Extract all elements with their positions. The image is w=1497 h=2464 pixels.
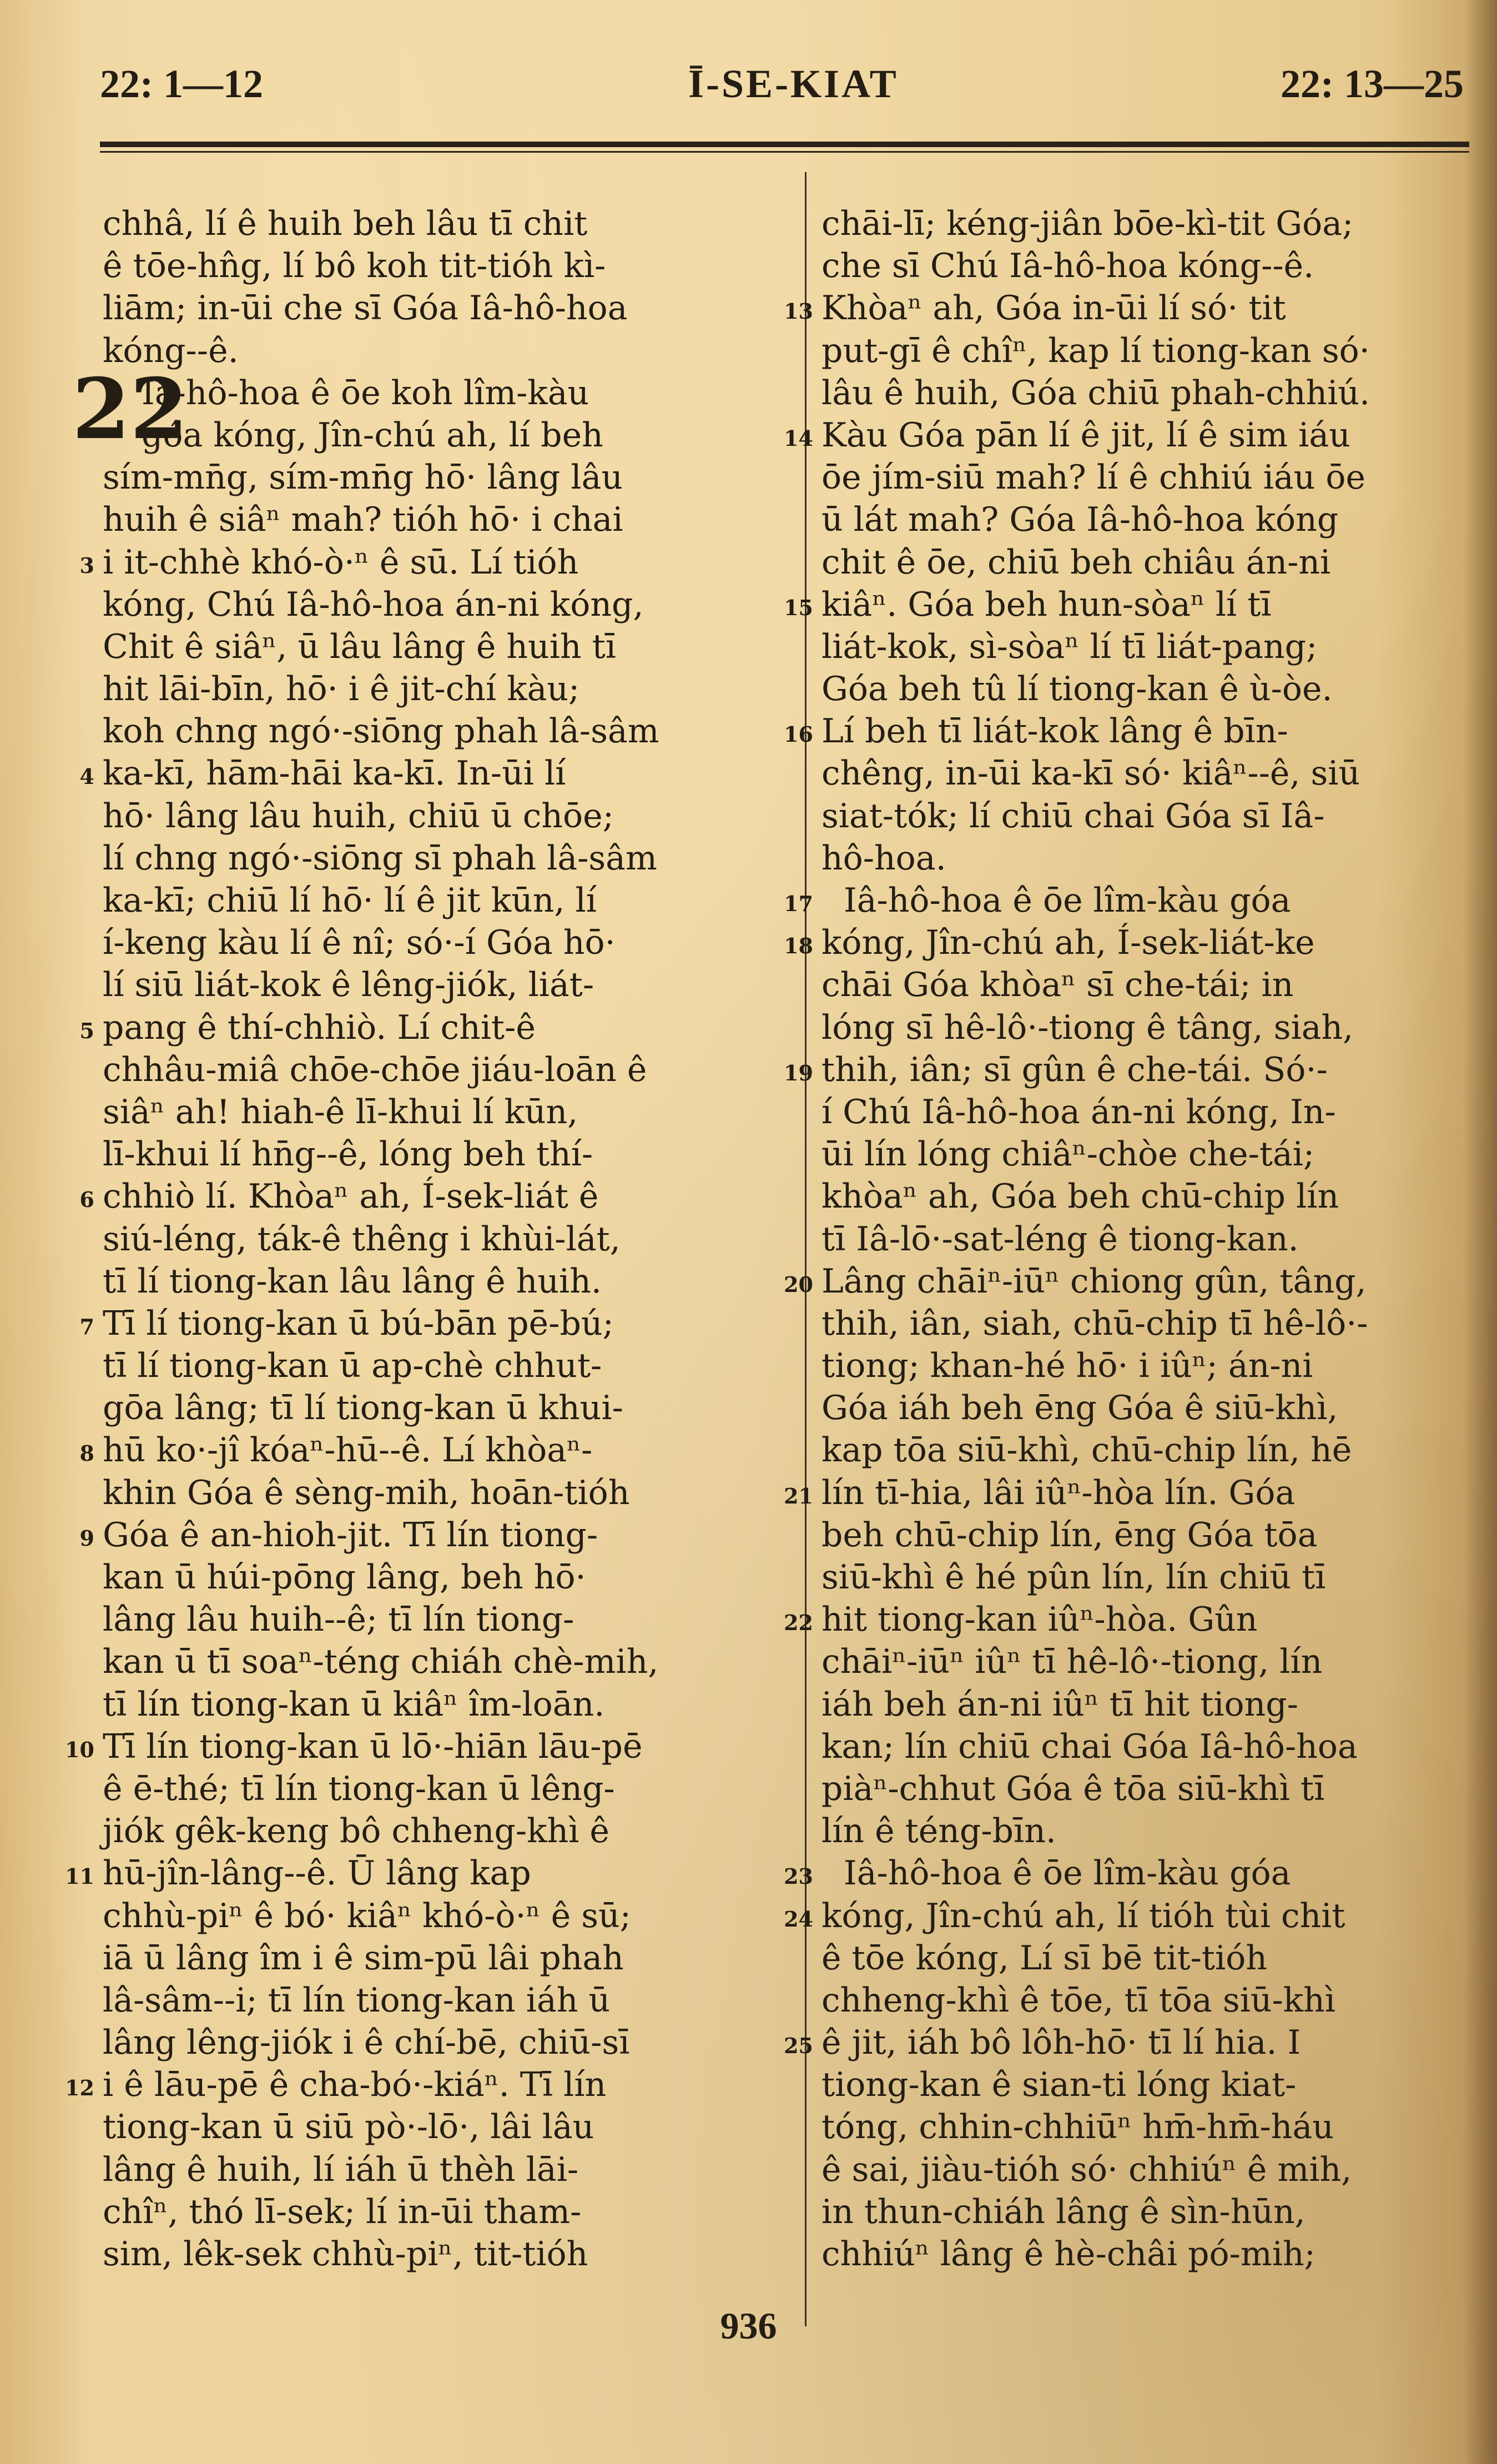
verse-number: 11: [65, 1864, 94, 1889]
text-line: [103, 1895, 791, 1937]
verse-number: 25: [784, 2033, 813, 2059]
text-line: [79, 1429, 791, 1471]
verse-number: 8: [79, 1441, 94, 1466]
text-line: [103, 2233, 791, 2275]
text-line: [79, 541, 791, 584]
header-rule-thick: [100, 142, 1469, 147]
text-line: [79, 1514, 791, 1556]
line-text: chāi-lī; kéng-jiân bōe-kì-tit Góa;: [821, 204, 1354, 243]
line-text: gōa lâng; tī lí tiong-kan ū khui-: [103, 1389, 623, 1428]
text-line: [103, 922, 791, 964]
line-text: chāi Góa khòaⁿ sī che-tái; in: [821, 966, 1294, 1005]
text-line: [103, 626, 791, 668]
line-text: tiong-kan ū siū pò·-lō·, lâi lâu: [103, 2108, 594, 2147]
line-text: liām; in-ūi che sī Góa Iâ-hô-hoa: [103, 289, 628, 328]
line-text: liát-kok, sì-sòaⁿ lí tī liát-pang;: [821, 627, 1318, 666]
text-line: [103, 1683, 791, 1726]
text-line: [821, 1429, 1476, 1471]
line-text: i it-chhè khó-ò·ⁿ ê sū. Lí tióh: [103, 542, 579, 582]
text-line: [821, 1641, 1476, 1683]
text-line: [821, 203, 1476, 245]
line-text: i ê lāu-pē ê cha-bó·-kiáⁿ. Tī lín: [103, 2065, 607, 2105]
text-line: [103, 964, 791, 1006]
text-line: [103, 2149, 791, 2191]
text-line: [821, 2064, 1476, 2106]
line-text: lí chng ngó·-siōng sī phah lâ-sâm: [103, 838, 657, 878]
line-text: tī lín tiong-kan ū kiâⁿ îm-loān.: [103, 1684, 605, 1724]
text-line: [103, 2022, 791, 2064]
line-text: hū ko·-jî kóaⁿ-hū--ê. Lí khòaⁿ-: [103, 1431, 593, 1470]
verse-number: 15: [784, 595, 813, 620]
text-line: [103, 1387, 791, 1429]
line-text: Kàu Góa pān lí ê jit, lí ê sim iáu: [821, 415, 1350, 455]
line-text: chheng-khì ê tōe, tī tōa siū-khì: [821, 1980, 1335, 2020]
text-line: [103, 1937, 791, 1979]
line-text: tiong; khan-hé hō· i iûⁿ; án-ni: [821, 1346, 1313, 1386]
line-text: lín tī-hia, lâi iûⁿ-hòa lín. Góa: [821, 1473, 1296, 1512]
text-line: [103, 499, 791, 541]
header-book-title: Ī-SE-KIAT: [688, 62, 899, 106]
text-line: [79, 1007, 791, 1049]
text-line: [821, 1768, 1476, 1810]
text-line: [103, 584, 791, 626]
text-line: [821, 668, 1476, 710]
text-line: [103, 837, 791, 879]
text-line: [103, 203, 791, 245]
line-text: koh chng ngó·-siōng phah lâ-sâm: [103, 712, 659, 751]
text-line: [784, 1895, 1476, 1937]
text-line: [103, 1598, 791, 1641]
line-text: kan; lín chiū chai Góa Iâ-hô-hoa: [821, 1727, 1358, 1766]
text-line: [784, 879, 1476, 922]
text-line: [821, 1133, 1476, 1175]
text-line: [784, 1260, 1476, 1303]
line-text: kóng, Jîn-chú ah, Í-sek-liát-ke: [821, 923, 1315, 963]
line-text: hō· lâng lâu huih, chiū ū chōe;: [103, 796, 614, 836]
text-line: [103, 795, 791, 837]
text-line: [821, 626, 1476, 668]
line-text: Góa iáh beh ēng Góa ê siū-khì,: [821, 1389, 1338, 1428]
line-text: ōe jím-siū mah? lí ê chhiú iáu ōe: [821, 458, 1366, 497]
line-text: put-gī ê chîⁿ, kap lí tiong-kan só·: [821, 331, 1370, 370]
text-line: [821, 2191, 1476, 2233]
verse-number: 19: [784, 1060, 813, 1085]
verse-number: 4: [79, 764, 94, 790]
line-text: kóng, Jîn-chú ah, lí tióh tùi chit: [821, 1896, 1345, 1935]
line-text: kóng--ê.: [103, 331, 239, 370]
line-text: chhâ, lí ê huih beh lâu tī chit: [103, 204, 588, 243]
line-text: chit ê ōe, chiū beh chiâu án-ni: [821, 542, 1331, 582]
text-line: [784, 710, 1476, 752]
text-line: [103, 1218, 791, 1260]
text-line: [103, 1133, 791, 1175]
verse-number: 21: [784, 1483, 813, 1508]
line-text: chîⁿ, thó lī-sek; lí in-ūi tham-: [103, 2192, 582, 2231]
text-line: [79, 1303, 791, 1345]
line-text: lâng lâu huih--ê; tī lín tiong-: [103, 1600, 574, 1640]
line-text: thih, iân, siah, chū-chip tī hê-lô·-: [821, 1304, 1368, 1343]
text-line: [784, 1852, 1476, 1894]
text-line: [821, 2149, 1476, 2191]
line-text: lâng lêng-jiók i ê chí-bē, chiū-sī: [103, 2023, 630, 2063]
line-text: iáh beh án-ni iûⁿ tī hit tiong-: [821, 1684, 1298, 1724]
line-text: ka-kī; chiū lí hō· lí ê jit kūn, lí: [103, 881, 597, 920]
verse-number: 7: [79, 1314, 94, 1339]
text-line: [79, 1175, 791, 1218]
text-line: [821, 1556, 1476, 1598]
line-text: chêng, in-ūi ka-kī só· kiâⁿ--ê, siū: [821, 754, 1360, 793]
line-text: ū lát mah? Góa Iâ-hô-hoa kóng: [821, 500, 1339, 540]
line-text: Lí beh tī liát-kok lâng ê bīn-: [821, 712, 1288, 751]
line-text: khòaⁿ ah, Góa beh chū-chip lín: [821, 1177, 1339, 1216]
text-line: [103, 710, 791, 752]
verse-number: 6: [79, 1187, 94, 1213]
text-line: [103, 2191, 791, 2233]
text-line: [103, 1556, 791, 1598]
verse-number: 5: [79, 1018, 94, 1043]
header-rule-thin: [100, 151, 1469, 153]
verse-number: 23: [784, 1864, 813, 1889]
text-line: [784, 922, 1476, 964]
text-line: [821, 2233, 1476, 2275]
verse-number: 17: [784, 891, 813, 916]
text-line: [103, 879, 791, 922]
text-line: [103, 1472, 791, 1514]
text-line: [821, 2106, 1476, 2148]
text-line: [821, 1810, 1476, 1852]
line-text: Góa ê an-hioh-jit. Tī lín tiong-: [103, 1515, 598, 1555]
line-text: chhâu-miâ chōe-chōe jiáu-loān ê: [103, 1050, 647, 1089]
line-text: pang ê thí-chhiò. Lí chit-ê: [103, 1008, 536, 1047]
line-text: thih, iân; sī gûn ê che-tái. Só·-: [821, 1050, 1328, 1089]
line-text: Chit ê siâⁿ, ū lâu lâng ê huih tī: [103, 627, 616, 666]
line-text: siat-tók; lí chiū chai Góa sī Iâ-: [821, 796, 1325, 836]
text-line: [103, 668, 791, 710]
text-line: [784, 1598, 1476, 1641]
text-line: [821, 1937, 1476, 1979]
verse-number: 16: [784, 722, 813, 747]
text-line: [821, 330, 1476, 372]
text-line: [821, 1218, 1476, 1260]
text-line: [821, 499, 1476, 541]
line-text: ê tōe kóng, Lí sī bē tit-tióh: [821, 1938, 1267, 1978]
text-line: [103, 1768, 791, 1810]
text-line: [821, 1091, 1476, 1133]
line-text: kan ū húi-pōng lâng, beh hō·: [103, 1558, 586, 1597]
line-text: chhiò lí. Khòaⁿ ah, Í-sek-liát ê: [103, 1177, 599, 1216]
line-text: beh chū-chip lín, ēng Góa tōa: [821, 1515, 1318, 1555]
text-line: [784, 287, 1476, 329]
line-text: sím-mn̄g, sím-mn̄g hō· lâng lâu: [103, 458, 623, 497]
text-line: [821, 1683, 1476, 1726]
line-text: hit tiong-kan iûⁿ-hòa. Gûn: [821, 1600, 1258, 1640]
text-line: [103, 456, 791, 499]
line-text: tī lí tiong-kan lâu lâng ê huih.: [103, 1261, 602, 1301]
text-line: [821, 541, 1476, 584]
line-text: ê tōe-hn̂g, lí bô koh tit-tióh kì-: [103, 247, 606, 286]
verse-number: 9: [79, 1525, 94, 1551]
verse-number: 24: [784, 1906, 813, 1932]
text-line: [103, 1049, 791, 1091]
text-line: [784, 1472, 1476, 1514]
text-line: [784, 1049, 1476, 1091]
text-line: [821, 1345, 1476, 1387]
line-text: kóng, Chú Iâ-hô-hoa án-ni kóng,: [103, 585, 644, 624]
line-text: ka-kī, hām-hāi ka-kī. In-ūi lí: [103, 754, 566, 793]
text-line: [821, 1979, 1476, 2022]
line-text: siú-léng, ták-ê thêng i khùi-lát,: [103, 1219, 621, 1259]
verse-number: 3: [79, 552, 94, 578]
text-line: [103, 245, 791, 287]
page-number: 936: [720, 2305, 777, 2347]
text-line: [65, 1852, 791, 1894]
line-text: Khòaⁿ ah, Góa in-ūi lí só· tit: [821, 289, 1286, 328]
text-line: [821, 964, 1476, 1006]
line-text: lí siū liát-kok ê lêng-jiók, liát-: [103, 966, 594, 1005]
text-line: [821, 372, 1476, 414]
line-text: iā ū lâng îm i ê sim-pū lâi phah: [103, 1938, 624, 1978]
line-text: Iâ-hô-hoa ê ōe lîm-kàu góa: [844, 881, 1291, 920]
line-text: khin Góa ê sèng-mih, hoān-tióh: [103, 1473, 630, 1512]
line-text: hū-jîn-lâng--ê. Ū lâng kap: [103, 1854, 531, 1893]
line-text: ê jit, iáh bô lôh-hō· tī lí hia. I: [821, 2023, 1301, 2063]
text-line: [821, 1387, 1476, 1429]
text-line: [65, 1726, 791, 1768]
line-text: siâⁿ ah! hiah-ê lī-khui lí kūn,: [103, 1092, 578, 1132]
line-text: lín ê téng-bīn.: [821, 1812, 1056, 1851]
line-text: lâu ê huih, Góa chiū phah-chhiú.: [821, 373, 1370, 413]
line-text: tī lí tiong-kan ū ap-chè chhut-: [103, 1346, 602, 1386]
line-text: huih ê siâⁿ mah? tióh hō· i chai: [103, 500, 623, 540]
line-text: lâ-sâm--i; tī lín tiong-kan iáh ū: [103, 1980, 611, 2020]
text-line: [79, 752, 791, 794]
line-text: ê sai, jiàu-tióh só· chhiúⁿ ê mih,: [821, 2150, 1352, 2189]
line-text: kan ū tī soaⁿ-téng chiáh chè-mih,: [103, 1642, 659, 1682]
line-text: í Chú Iâ-hô-hoa án-ni kóng, In-: [821, 1092, 1336, 1132]
verse-number: 10: [65, 1737, 94, 1762]
text-line: [103, 2106, 791, 2148]
line-text: chhù-piⁿ ê bó· kiâⁿ khó-ò·ⁿ ê sū;: [103, 1896, 631, 1935]
line-text: piàⁿ-chhut Góa ê tōa siū-khì tī: [821, 1769, 1325, 1808]
right-column: [784, 203, 1476, 2275]
text-line: [103, 1979, 791, 2022]
text-line: [103, 330, 791, 372]
line-text: Tī lín tiong-kan ū lō·-hiān lāu-pē: [103, 1727, 643, 1766]
verse-number: 18: [784, 933, 813, 959]
header-left-ref: 22: 1—12: [100, 62, 263, 106]
line-text: lóng sī hê-lô·-tiong ê tâng, siah,: [821, 1008, 1354, 1047]
line-text: góa kóng, Jîn-chú ah, lí beh: [142, 415, 603, 455]
line-text: chhiúⁿ lâng ê hè-châi pó-mih;: [821, 2235, 1315, 2274]
text-line: [821, 1514, 1476, 1556]
line-text: lâng ê huih, lí iáh ū thèh lāi-: [103, 2150, 579, 2189]
line-text: Iâ-hô-hoa ê ōe lîm-kàu góa: [844, 1854, 1291, 1893]
text-line: [103, 414, 791, 456]
line-text: tī Iâ-lō·-sat-léng ê tiong-kan.: [821, 1219, 1299, 1259]
text-line: [821, 752, 1476, 794]
line-text: chāiⁿ-iūⁿ iûⁿ tī hê-lô·-tiong, lín: [821, 1642, 1323, 1682]
line-text: kiâⁿ. Góa beh hun-sòaⁿ lí tī: [821, 585, 1272, 624]
line-text: Iâ-hô-hoa ê ōe koh lîm-kàu: [142, 373, 589, 413]
text-line: [821, 1007, 1476, 1049]
left-column: [65, 203, 791, 2275]
text-line: [821, 456, 1476, 499]
text-line: [784, 584, 1476, 626]
line-text: í-keng kàu lí ê nî; só·-í Góa hō·: [103, 923, 616, 963]
line-text: in thun-chiáh lâng ê sìn-hūn,: [821, 2192, 1306, 2231]
line-text: ūi lín lóng chiâⁿ-chòe che-tái;: [821, 1135, 1315, 1174]
line-text: hô-hoa.: [821, 838, 946, 878]
text-line: [103, 287, 791, 329]
text-line: [103, 1091, 791, 1133]
line-text: Lâng chāiⁿ-iūⁿ chiong gûn, tâng,: [821, 1261, 1367, 1301]
text-line: [784, 414, 1476, 456]
line-text: che sī Chú Iâ-hô-hoa kóng--ê.: [821, 247, 1314, 286]
line-text: Góa beh tû lí tiong-kan ê ù-òe.: [821, 670, 1333, 709]
text-line: [821, 1726, 1476, 1768]
line-text: tiong-kan ê sian-ti lóng kiat-: [821, 2065, 1297, 2105]
chapter-number: 22: [72, 360, 188, 458]
line-text: hit lāi-bīn, hō· i ê jit-chí kàu;: [103, 670, 580, 709]
text-line: [103, 1345, 791, 1387]
line-text: Tī lí tiong-kan ū bú-bān pē-bú;: [103, 1304, 614, 1343]
line-text: lī-khui lí hn̄g--ê, lóng beh thí-: [103, 1135, 593, 1174]
running-header: [100, 61, 1464, 111]
text-line: [103, 1260, 791, 1303]
verse-number: 14: [784, 425, 813, 451]
text-line: [784, 2022, 1476, 2064]
text-line: [65, 2064, 791, 2106]
line-text: kap tōa siū-khì, chū-chip lín, hē: [821, 1431, 1352, 1470]
verse-number: 12: [65, 2075, 94, 2101]
verse-number: 20: [784, 1271, 813, 1297]
line-text: jiók gêk-keng bô chheng-khì ê: [103, 1812, 609, 1851]
text-line: [821, 795, 1476, 837]
text-line: [821, 837, 1476, 879]
text-line: [821, 1175, 1476, 1218]
verse-number: 22: [784, 1610, 813, 1636]
line-text: siū-khì ê hé pûn lín, lín chiū tī: [821, 1558, 1326, 1597]
line-text: ê ē-thé; tī lín tiong-kan ū lêng-: [103, 1769, 615, 1808]
text-line: [821, 245, 1476, 287]
header-right-ref: 22: 13—25: [1281, 62, 1464, 106]
text-line: [821, 1303, 1476, 1345]
text-line: [103, 1641, 791, 1683]
verse-number: 13: [784, 299, 813, 324]
line-text: tóng, chhin-chhiūⁿ hm̄-hm̄-háu: [821, 2108, 1334, 2147]
column-divider: [805, 172, 807, 2326]
line-text: sim, lêk-sek chhù-piⁿ, tit-tióh: [103, 2235, 588, 2274]
text-line: [103, 1810, 791, 1852]
